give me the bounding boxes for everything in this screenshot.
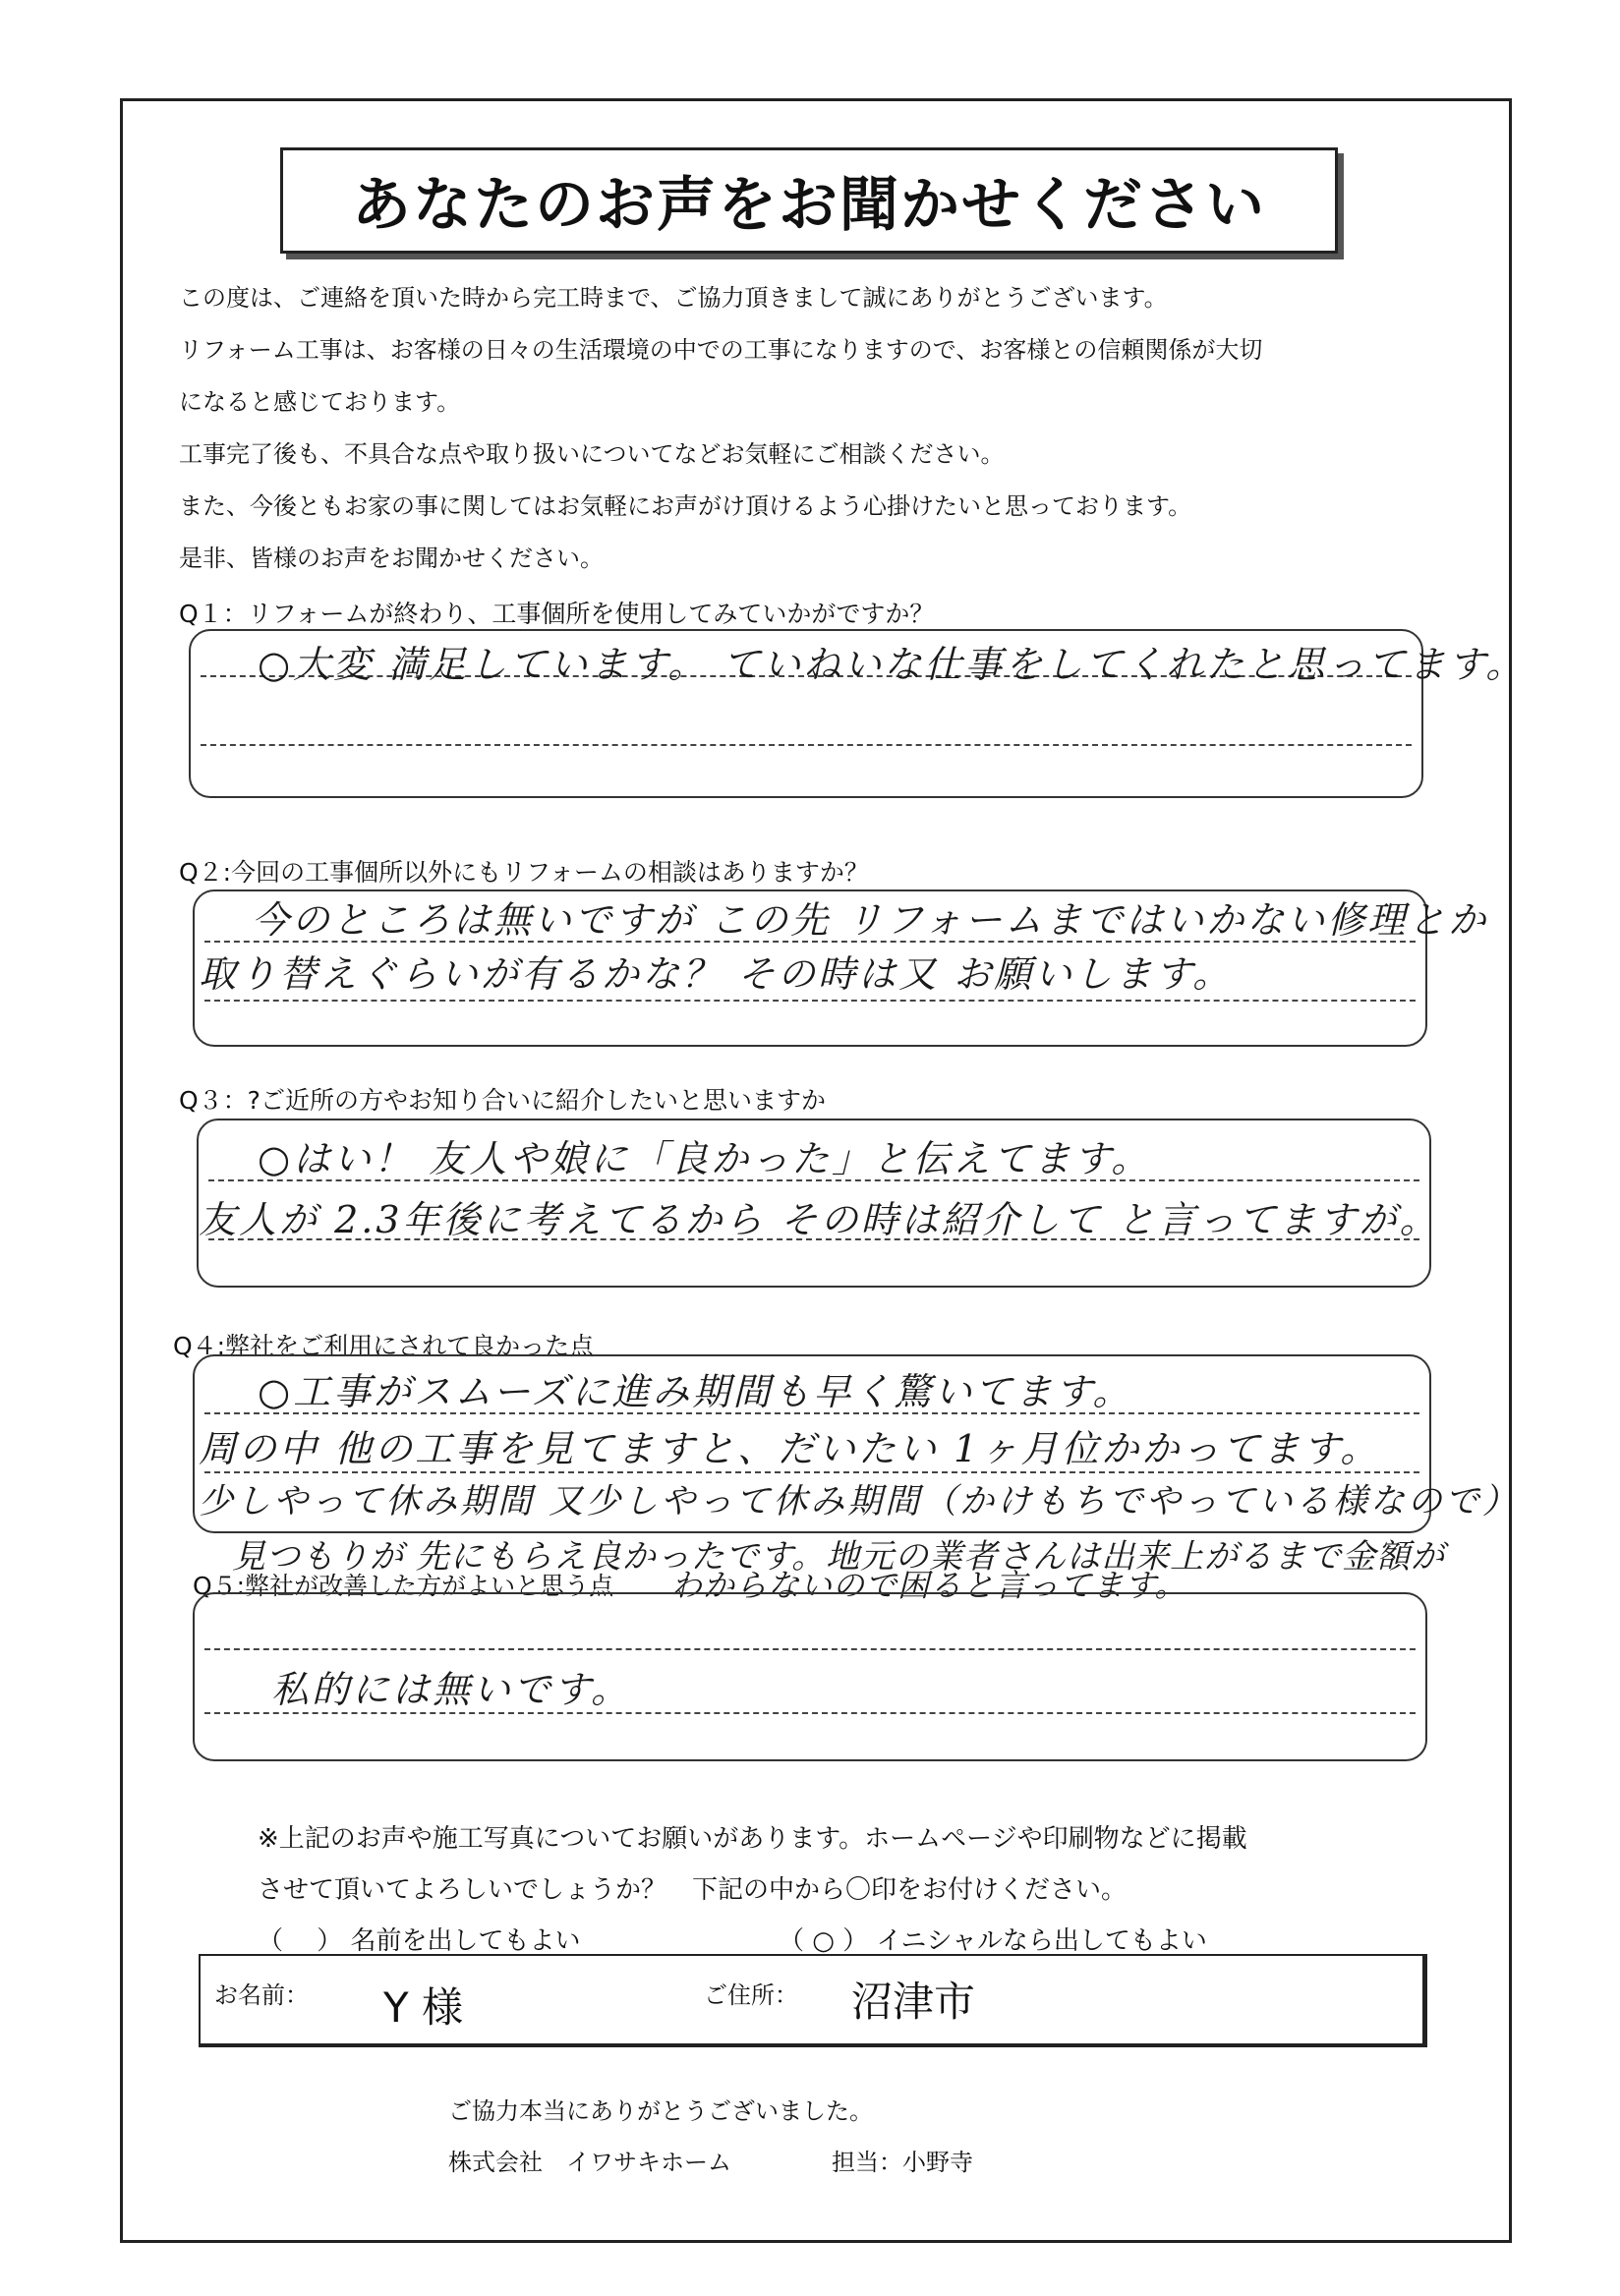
answer-1-line-1: ○大変 満足しています。 ていねいな仕事をしてくれたと思ってます。: [258, 643, 1527, 686]
title-box: [280, 147, 1338, 254]
intro-line: 是非、皆様のお声をお聞かせください。: [179, 545, 604, 572]
question-2-label: Q２:今回の工事個所以外にもリフォームの相談はありますか？: [179, 858, 869, 887]
answer-4-line-4: 見つもりが 先にもらえ良かったです。地元の業者さんは出来上がるまで金額が: [232, 1537, 1446, 1577]
page-title: あなたのお声をお聞かせください: [352, 171, 1266, 240]
answer-2-line-1: 今のところは無いですが この先 リフォームまではいかない修理とか: [252, 898, 1489, 942]
intro-line: この度は、ご連絡を頂いた時から完工時まで、ご協力頂きまして誠にありがとうございます。: [179, 284, 1168, 312]
question-1-label: Q１：リフォームが終わり、工事個所を使用してみていかがですか？: [179, 600, 935, 628]
option-checkbox[interactable]: （ ○ ）: [779, 1926, 869, 1956]
publication-notice-line: ※上記のお声や施工写真についてお願いがあります。ホームページや印刷物などに掲載: [258, 1824, 1247, 1854]
question-4-label: Q４:弊社をご利用にされて良かった点: [173, 1332, 595, 1360]
answer-4-line-2: 周の中 他の工事を見てますと、だいたい 1ヶ月位かかってます。: [199, 1427, 1381, 1470]
intro-line: 工事完了後も、不具合な点や取り扱いについてなどお気軽にご相談ください。: [179, 440, 1005, 468]
answer-5-line-1: 私的には無いです。: [271, 1668, 631, 1711]
question-5-label: Q５:弊社が改善した方がよいと思う点: [193, 1572, 614, 1600]
option-checkbox[interactable]: （ ）: [258, 1926, 343, 1956]
option-initial-ok[interactable]: [779, 1921, 1207, 1957]
name-label: お名前：: [214, 1981, 309, 2009]
intro-line: リフォーム工事は、お客様の日々の生活環境の中での工事になりますので、お客様との信頼関係が大切: [179, 336, 1263, 364]
answer-4-line-1: ○工事がスムーズに進み期間も早く驚いてます。: [258, 1370, 1133, 1413]
intro-line: になると感じております。: [179, 388, 461, 416]
customer-address: 沼津市: [851, 1978, 976, 2026]
question-3-label: Q３：?ご近所の方やお知り合いに紹介したいと思いますか: [179, 1086, 826, 1115]
option-label: イニシャルなら出してもよい: [876, 1926, 1207, 1956]
answer-5-overflow: わからないので困ると言ってます。: [670, 1567, 1187, 1604]
answer-3-line-2: 友人が 2.3年後に考えてるから その時は紹介して と言ってますが。: [199, 1198, 1440, 1241]
company-name: 株式会社 イワサキホーム: [448, 2149, 731, 2176]
staff-name: 担当：小野寺: [832, 2149, 973, 2176]
address-label: ご住所：: [704, 1981, 798, 2009]
answer-2-line-2: 取り替えぐらいが有るかな？ その時は又 お願いします。: [199, 952, 1234, 996]
customer-name: Y 様: [383, 1983, 464, 2032]
answer-3-line-1: ○はい！ 友人や娘に「良かった」と伝えてます。: [258, 1137, 1152, 1180]
answer-4-line-3: 少しやって休み期間 又少しやって休み期間（かけもちでやっている様なので）: [199, 1482, 1520, 1521]
intro-line: また、今後ともお家の事に関してはお気軽にお声がけ頂けるよう心掛けたいと思っております。: [179, 492, 1192, 520]
option-label: 名前を出してもよい: [350, 1926, 581, 1956]
publication-notice-line: させて頂いてよろしいでしょうか？ 下記の中から〇印をお付けください。: [258, 1875, 1128, 1905]
option-name-ok[interactable]: [258, 1921, 581, 1957]
thanks-text: ご協力本当にありがとうございました。: [448, 2097, 873, 2125]
